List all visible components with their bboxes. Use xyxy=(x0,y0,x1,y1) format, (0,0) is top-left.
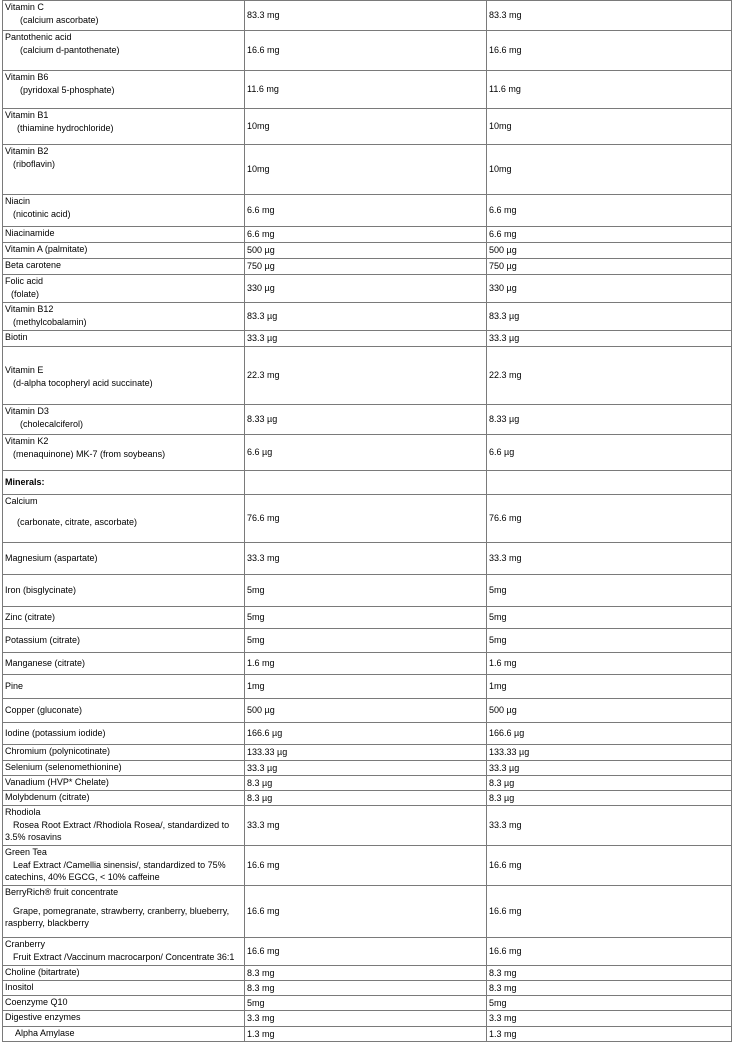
daily-amount-cell: 8.3 µg xyxy=(487,791,732,806)
ingredient-name: Inositol xyxy=(5,982,34,992)
ingredient-name: Vitamin B2 xyxy=(5,146,49,156)
table-row xyxy=(3,575,732,607)
table-row xyxy=(3,996,732,1011)
ingredient-name: Vitamin B1 xyxy=(5,110,49,120)
amount-cell: 3.3 mg xyxy=(245,1011,487,1027)
daily-amount-cell: 5mg xyxy=(487,629,732,653)
ingredient-cell xyxy=(3,846,245,886)
table-row xyxy=(3,607,732,629)
ingredient-detail: Fruit Extract /Vaccinum macrocarpon/ Concentrate 36:1 xyxy=(13,951,235,962)
ingredient-detail: (menaquinone) MK-7 (from soybeans) xyxy=(13,448,166,459)
ingredient-name: Green Tea xyxy=(5,847,47,857)
ingredient-detail: (riboflavin) xyxy=(13,158,56,169)
table-row xyxy=(3,303,732,331)
ingredient-name: Zinc (citrate) xyxy=(5,612,56,623)
table-row xyxy=(3,699,732,723)
ingredient-name: Vitamin B6 xyxy=(5,72,49,82)
ingredient-cell xyxy=(3,435,245,471)
daily-amount-cell: 8.3 mg xyxy=(487,966,732,981)
ingredient-cell xyxy=(3,543,245,575)
ingredient-name: Minerals: xyxy=(5,477,45,488)
daily-amount-cell: 6.6 mg xyxy=(487,195,732,227)
table-row xyxy=(3,761,732,776)
ingredient-detail: (nicotinic acid) xyxy=(13,208,71,219)
ingredient-name: Selenium (selenomethionine) xyxy=(5,762,122,772)
amount-cell: 8.33 µg xyxy=(245,405,487,435)
daily-amount-cell: 5mg xyxy=(487,996,732,1011)
table-row xyxy=(3,886,732,938)
ingredient-detail: Leaf Extract /Camellia sinensis/, standardized to 75% catechins, 40% EGCG, < 10% caffeine xyxy=(5,859,226,882)
daily-amount-cell: 6.6 mg xyxy=(487,227,732,243)
ingredient-name: Manganese (citrate) xyxy=(5,658,86,669)
ingredient-cell xyxy=(3,31,245,71)
ingredient-cell xyxy=(3,109,245,145)
table-row xyxy=(3,347,732,405)
amount-cell: 83.3 mg xyxy=(245,1,487,31)
ingredient-name: BerryRich® fruit concentrate xyxy=(5,887,119,897)
ingredient-name: Vitamin A (palmitate) xyxy=(5,244,88,254)
daily-amount-cell: 76.6 mg xyxy=(487,495,732,543)
ingredient-name: Pantothenic acid xyxy=(5,32,72,42)
ingredient-name: Coenzyme Q10 xyxy=(5,997,68,1007)
table-row xyxy=(3,966,732,981)
daily-amount-cell: 8.33 µg xyxy=(487,405,732,435)
amount-cell: 5mg xyxy=(245,575,487,607)
ingredient-name: Vitamin B12 xyxy=(5,304,54,314)
ingredient-name: Iron (bisglycinate) xyxy=(5,585,77,596)
amount-cell: 166.6 µg xyxy=(245,723,487,745)
daily-amount-cell xyxy=(487,471,732,495)
table-row xyxy=(3,495,732,543)
table-row xyxy=(3,227,732,243)
amount-cell: 33.3 µg xyxy=(245,761,487,776)
table-row xyxy=(3,259,732,275)
ingredient-cell xyxy=(3,806,245,846)
daily-amount-cell: 33.3 mg xyxy=(487,543,732,575)
amount-cell: 16.6 mg xyxy=(245,886,487,938)
ingredient-cell xyxy=(3,575,245,607)
amount-cell: 1mg xyxy=(245,675,487,699)
amount-cell: 33.3 mg xyxy=(245,543,487,575)
amount-cell: 22.3 mg xyxy=(245,347,487,405)
daily-amount-cell: 16.6 mg xyxy=(487,31,732,71)
table-row xyxy=(3,331,732,347)
daily-amount-cell: 500 µg xyxy=(487,243,732,259)
daily-amount-cell: 16.6 mg xyxy=(487,886,732,938)
ingredient-cell xyxy=(3,791,245,806)
amount-cell: 330 µg xyxy=(245,275,487,303)
ingredient-name: Copper (gluconate) xyxy=(5,705,83,716)
ingredient-cell xyxy=(3,331,245,347)
table-row xyxy=(3,275,732,303)
daily-amount-cell: 5mg xyxy=(487,575,732,607)
ingredient-name: Calcium xyxy=(5,496,38,506)
ingredient-name: Vitamin C xyxy=(5,2,44,12)
ingredient-name: Biotin xyxy=(5,332,28,342)
ingredient-cell xyxy=(3,243,245,259)
ingredient-cell xyxy=(3,966,245,981)
table-row xyxy=(3,629,732,653)
table-row xyxy=(3,1011,732,1027)
ingredient-name: Molybdenum (citrate) xyxy=(5,792,90,802)
daily-amount-cell: 8.3 µg xyxy=(487,776,732,791)
ingredient-name: Pine xyxy=(5,681,24,692)
daily-amount-cell: 83.3 µg xyxy=(487,303,732,331)
ingredient-name: Beta carotene xyxy=(5,260,62,270)
table-row xyxy=(3,745,732,761)
table-row xyxy=(3,1,732,31)
ingredient-cell xyxy=(3,886,245,938)
daily-amount-cell: 5mg xyxy=(487,607,732,629)
ingredient-detail: (methylcobalamin) xyxy=(13,316,87,327)
daily-amount-cell: 1mg xyxy=(487,675,732,699)
table-row xyxy=(3,723,732,745)
ingredient-name: Alpha Amylase xyxy=(15,1028,75,1038)
ingredient-cell xyxy=(3,303,245,331)
amount-cell: 8.3 µg xyxy=(245,776,487,791)
ingredient-name: Vanadium (HVP* Chelate) xyxy=(5,777,109,787)
ingredient-cell xyxy=(3,405,245,435)
ingredient-cell xyxy=(3,259,245,275)
ingredient-name: Iodine (potassium iodide) xyxy=(5,728,106,739)
daily-amount-cell: 1.3 mg xyxy=(487,1027,732,1042)
amount-cell: 5mg xyxy=(245,607,487,629)
table-row xyxy=(3,776,732,791)
ingredient-cell xyxy=(3,761,245,776)
amount-cell: 83.3 µg xyxy=(245,303,487,331)
ingredient-detail: (cholecalciferol) xyxy=(20,418,84,429)
ingredient-cell xyxy=(3,607,245,629)
daily-amount-cell: 330 µg xyxy=(487,275,732,303)
table-row xyxy=(3,806,732,846)
ingredient-name: Rhodiola xyxy=(5,807,41,817)
ingredient-name: Folic acid xyxy=(5,276,44,286)
daily-amount-cell: 6.6 µg xyxy=(487,435,732,471)
ingredient-name: Potassium (citrate) xyxy=(5,635,81,646)
ingredient-cell xyxy=(3,699,245,723)
amount-cell: 16.6 mg xyxy=(245,846,487,886)
ingredient-detail: Grape, pomegranate, strawberry, cranberry, blueberry, raspberry, blackberry xyxy=(5,905,230,928)
daily-amount-cell: 166.6 µg xyxy=(487,723,732,745)
ingredient-cell xyxy=(3,653,245,675)
table-row xyxy=(3,938,732,966)
ingredient-cell xyxy=(3,996,245,1011)
ingredient-cell xyxy=(3,723,245,745)
daily-amount-cell: 10mg xyxy=(487,145,732,195)
daily-amount-cell: 750 µg xyxy=(487,259,732,275)
amount-cell: 33.3 µg xyxy=(245,331,487,347)
daily-amount-cell: 16.6 mg xyxy=(487,846,732,886)
ingredient-detail: (calcium ascorbate) xyxy=(20,14,99,25)
ingredient-name: Cranberry xyxy=(5,939,46,949)
ingredient-cell xyxy=(3,195,245,227)
ingredient-cell xyxy=(3,1011,245,1027)
daily-amount-cell: 3.3 mg xyxy=(487,1011,732,1027)
daily-amount-cell: 500 µg xyxy=(487,699,732,723)
ingredient-cell xyxy=(3,471,245,495)
ingredient-cell xyxy=(3,275,245,303)
amount-cell: 33.3 mg xyxy=(245,806,487,846)
ingredient-cell xyxy=(3,629,245,653)
table-row xyxy=(3,109,732,145)
daily-amount-cell: 8.3 mg xyxy=(487,981,732,996)
table-row xyxy=(3,653,732,675)
amount-cell xyxy=(245,471,487,495)
ingredient-name: Vitamin K2 xyxy=(5,436,49,446)
amount-cell: 8.3 mg xyxy=(245,966,487,981)
table-row xyxy=(3,195,732,227)
daily-amount-cell: 16.6 mg xyxy=(487,938,732,966)
ingredient-cell xyxy=(3,1027,245,1042)
ingredient-name: Niacin xyxy=(5,196,31,206)
amount-cell: 76.6 mg xyxy=(245,495,487,543)
amount-cell: 8.3 µg xyxy=(245,791,487,806)
ingredient-detail: (thiamine hydrochloride) xyxy=(17,122,114,133)
ingredient-name: Digestive enzymes xyxy=(5,1012,81,1022)
amount-cell: 16.6 mg xyxy=(245,938,487,966)
amount-cell: 750 µg xyxy=(245,259,487,275)
ingredient-cell xyxy=(3,776,245,791)
amount-cell: 1.3 mg xyxy=(245,1027,487,1042)
table-row xyxy=(3,145,732,195)
ingredient-detail: (calcium d-pantothenate) xyxy=(20,44,120,55)
daily-amount-cell: 33.3 mg xyxy=(487,806,732,846)
table-row xyxy=(3,71,732,109)
table-row xyxy=(3,435,732,471)
amount-cell: 11.6 mg xyxy=(245,71,487,109)
table-row xyxy=(3,471,732,495)
ingredient-detail: (carbonate, citrate, ascorbate) xyxy=(17,516,138,527)
amount-cell: 1.6 mg xyxy=(245,653,487,675)
amount-cell: 6.6 µg xyxy=(245,435,487,471)
ingredient-detail: (pyridoxal 5-phosphate) xyxy=(20,84,115,95)
ingredient-cell xyxy=(3,347,245,405)
table-row xyxy=(3,675,732,699)
amount-cell: 6.6 mg xyxy=(245,227,487,243)
ingredient-name: Vitamin D3 xyxy=(5,406,49,416)
table-row xyxy=(3,543,732,575)
ingredient-cell xyxy=(3,495,245,543)
daily-amount-cell: 22.3 mg xyxy=(487,347,732,405)
table-row xyxy=(3,791,732,806)
ingredient-name: Niacinamide xyxy=(5,228,55,238)
supplement-facts-table xyxy=(2,0,732,1042)
table-row xyxy=(3,31,732,71)
daily-amount-cell: 133.33 µg xyxy=(487,745,732,761)
amount-cell: 133.33 µg xyxy=(245,745,487,761)
ingredient-name: Vitamin E xyxy=(5,365,44,375)
table-row xyxy=(3,846,732,886)
table-row xyxy=(3,1027,732,1042)
table-row xyxy=(3,981,732,996)
ingredient-cell xyxy=(3,71,245,109)
ingredient-cell xyxy=(3,675,245,699)
daily-amount-cell: 10mg xyxy=(487,109,732,145)
amount-cell: 10mg xyxy=(245,109,487,145)
amount-cell: 500 µg xyxy=(245,699,487,723)
ingredient-cell xyxy=(3,938,245,966)
ingredient-name: Magnesium (aspartate) xyxy=(5,553,98,564)
daily-amount-cell: 83.3 mg xyxy=(487,1,732,31)
ingredient-cell xyxy=(3,981,245,996)
ingredient-cell xyxy=(3,745,245,761)
ingredient-detail: (d-alpha tocopheryl acid succinate) xyxy=(13,377,153,388)
table-row xyxy=(3,243,732,259)
amount-cell: 500 µg xyxy=(245,243,487,259)
amount-cell: 16.6 mg xyxy=(245,31,487,71)
amount-cell: 5mg xyxy=(245,629,487,653)
ingredient-cell xyxy=(3,145,245,195)
ingredient-detail: Rosea Root Extract /Rhodiola Rosea/, standardized to 3.5% rosavins xyxy=(5,819,230,842)
ingredient-name: Choline (bitartrate) xyxy=(5,967,80,977)
ingredient-cell xyxy=(3,227,245,243)
amount-cell: 10mg xyxy=(245,145,487,195)
table-row xyxy=(3,405,732,435)
daily-amount-cell: 33.3 µg xyxy=(487,331,732,347)
amount-cell: 6.6 mg xyxy=(245,195,487,227)
daily-amount-cell: 11.6 mg xyxy=(487,71,732,109)
daily-amount-cell: 1.6 mg xyxy=(487,653,732,675)
ingredient-name: Chromium (polynicotinate) xyxy=(5,746,111,756)
ingredient-detail: (folate) xyxy=(11,288,40,299)
ingredient-cell xyxy=(3,1,245,31)
table-body xyxy=(3,1,732,1042)
amount-cell: 8.3 mg xyxy=(245,981,487,996)
amount-cell: 5mg xyxy=(245,996,487,1011)
daily-amount-cell: 33.3 µg xyxy=(487,761,732,776)
